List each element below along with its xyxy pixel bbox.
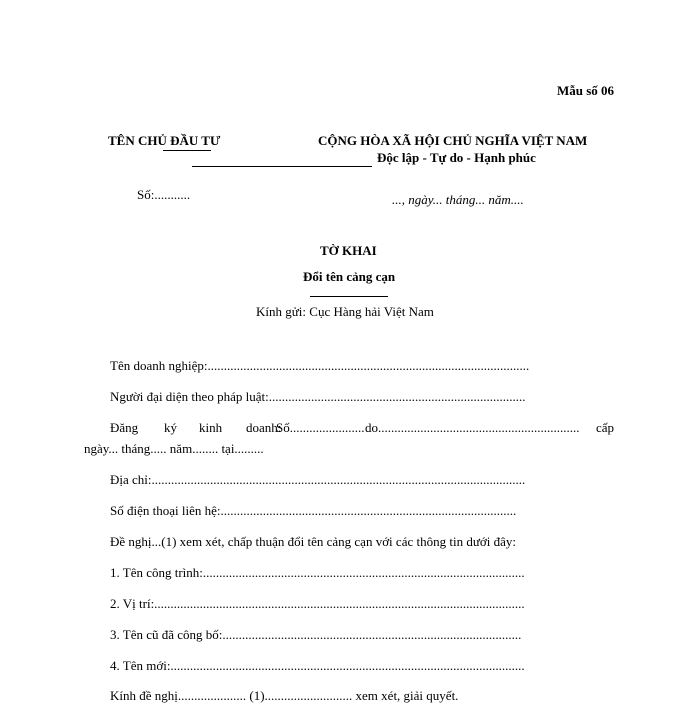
- nation-title: CỘNG HÒA XÃ HỘI CHỦ NGHĨA VIỆT NAM: [318, 133, 588, 148]
- company-name-field: Tên doanh nghiệp:...................................................................................................: [110, 358, 530, 373]
- owner-title-underline: [163, 150, 211, 151]
- item-new-name: 4. Tên mới:.............................................................................................................: [110, 658, 525, 673]
- item-project-name: 1. Tên công trình:...................................................................................................: [110, 565, 525, 580]
- legal-representative-field: Người đại diện theo pháp luật:...............................................................................: [110, 389, 526, 404]
- item-old-name: 3. Tên cũ đã công bố:............................................................................................: [110, 627, 522, 642]
- form-subtitle: Đổi tên cảng cạn: [303, 269, 396, 284]
- request-statement: Đề nghị...(1) xem xét, chấp thuận đổi tên cảng cạn với các thông tin dưới đây:: [110, 534, 516, 549]
- owner-title: TÊN CHỦ ĐẦU TƯ: [108, 133, 221, 148]
- document-number: Số:...........: [137, 187, 191, 202]
- recipient-line: Kính gửi: Cục Hàng hải Việt Nam: [256, 304, 434, 319]
- form-code: Mẫu số 06: [557, 83, 615, 98]
- document-date: ..., ngày... tháng... năm....: [392, 192, 524, 207]
- form-title: TỜ KHAI: [320, 243, 377, 258]
- item-location: 2. Vị trí:..................................................................................................................: [110, 596, 525, 611]
- motto: Độc lập - Tự do - Hạnh phúc: [377, 150, 536, 165]
- address-field: Địa chỉ:...................................................................................................................: [110, 472, 526, 487]
- header-divider: [192, 166, 372, 167]
- title-divider: [310, 296, 388, 297]
- closing-request: Kính đề nghị..................... (1)........................... xem xét, giải quyết.: [110, 688, 459, 703]
- phone-field: Số điện thoại liên hệ:...........................................................................................: [110, 503, 517, 518]
